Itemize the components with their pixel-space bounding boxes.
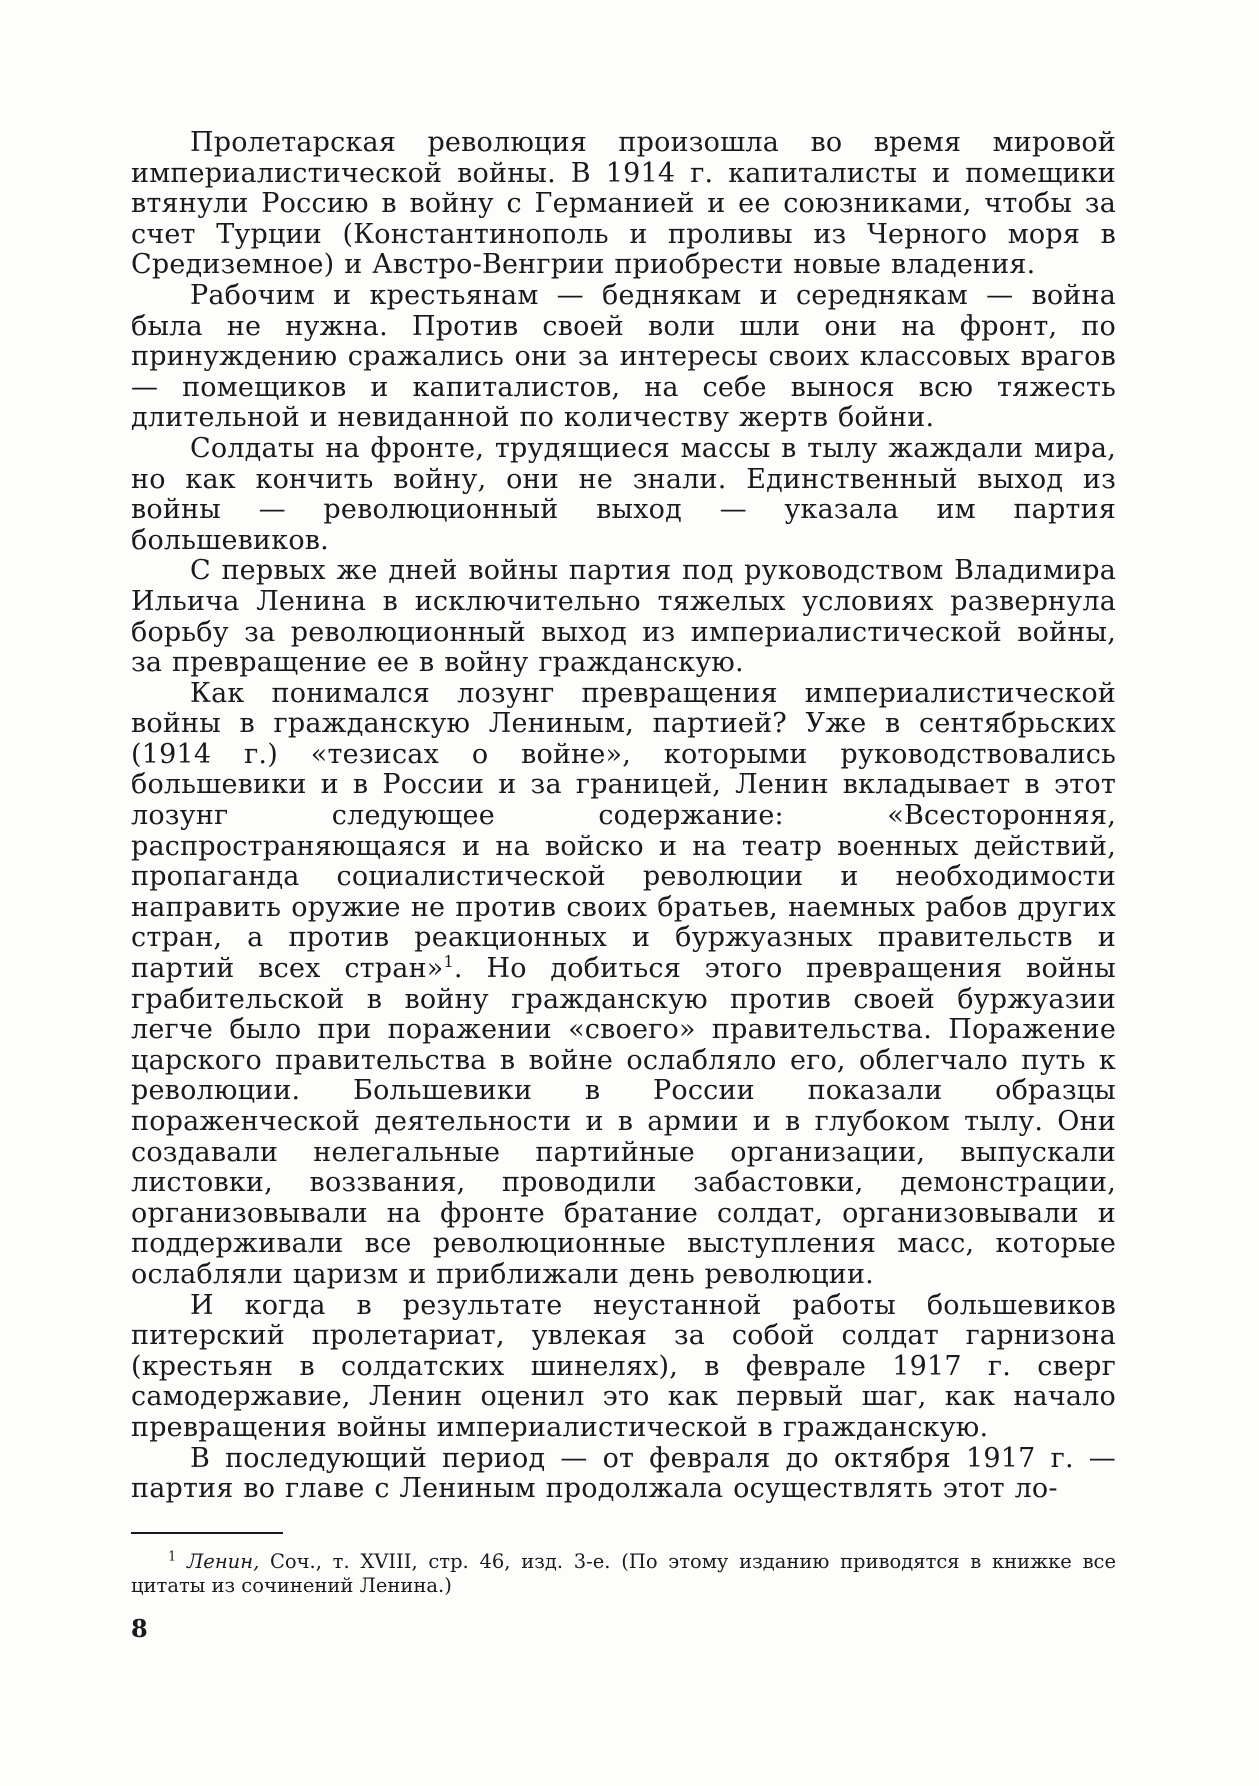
paragraph-5-part-1: Как понимался лозунг превращения империалистической войны в гражданскую Лениным, партией? Уже в сентябрьских (1914 г.) «тезисах о войне», которыми руководствовались большевики и в России и за границей, Ленин вкладывает в этот лозунг следующее содержание: «Всесторонняя, распространяющаяся и на войско и на театр военных действий, пропаганда социалистической революции и необходимости направить оружие не против своих братьев, наемных рабов других стран, а против реакционных и буржуазных правительств и партий всех стран» [131,677,1116,985]
footnote-text: Соч., т. XVIII, стр. 46, изд. 3-е. (По этому изданию приводятся в книжке все цитаты из сочинений Ленина.) [131,1550,1117,1597]
page-number: 8 [131,1614,148,1643]
paragraph-1: Пролетарская революция произошла во время мировой империалистической войны. В 1914 г. капиталисты и помещики втянули Россию в войну с Германией и ее союзниками, чтобы за счет Турции (Константинополь и проливы из Черного моря в Средиземное) и Австро-Венгрии приобрести новые владения. [131,127,1116,281]
paragraph-6: И когда в результате неустанной работы большевиков питерский пролетариат, увлекая за собой солдат гарнизона (крестьян в солдатских шинелях), в феврале 1917 г. сверг самодержавие, Ленин оценил это как первый шаг, как начало превращения войны империалистической в гражданскую. [131,1289,1116,1443]
paragraph-5 [131,679,1116,1291]
paragraph-7: В последующий период — от февраля до октября 1917 г. — партия во главе с Лениным продолжала осуществлять этот ло- [131,1442,1116,1505]
paragraph-2: Рабочим и крестьянам — беднякам и середнякам — война была не нужна. Против своей воли шли они на фронт, по принуждению сражались они за интересы своих классовых врагов — помещиков и капиталистов, на себе вынося всю тяжесть длительной и невиданной по количеству жертв бойни. [131,279,1116,434]
paragraph-5-part-2: . Но добиться этого превращения войны грабительской в войну гражданскую против своей буржуазии легче было при поражении «своего» правительства. Поражение царского правительства в войне ослабляло его, облегчало путь к революции. Большевики в России показали образцы пораженческой деятельности и в армии и в глубоком тылу. Они создавали нелегальные партийные организации, выпускали листовки, воззвания, проводили забастовки, демонстрации, организовывали на фронте братание солдат, организовывали и поддерживали все революционные выступления масс, которые ослабляли царизм и приближали день революции. [131,953,1116,1290]
footnote-divider [131,1532,283,1534]
paragraph-3: Солдаты на фронте, трудящиеся массы в тылу жаждали мира, но как кончить войну, они не знали. Единственный выход из войны — революционный выход — указала им партия большевиков. [131,432,1116,556]
paragraph-4: С первых же дней войны партия под руководством Владимира Ильича Ленина в исключительно тяжелых условиях развернула борьбу за революционный выход из империалистической войны, за превращение ее в войну гражданскую. [131,555,1116,679]
footnote [131,1550,1116,1598]
footnote-mark: 1 [168,1549,177,1565]
main-text [131,128,1116,1505]
footnote-reference: 1 [443,952,454,972]
footnote-author: Ленин, [187,1550,260,1573]
